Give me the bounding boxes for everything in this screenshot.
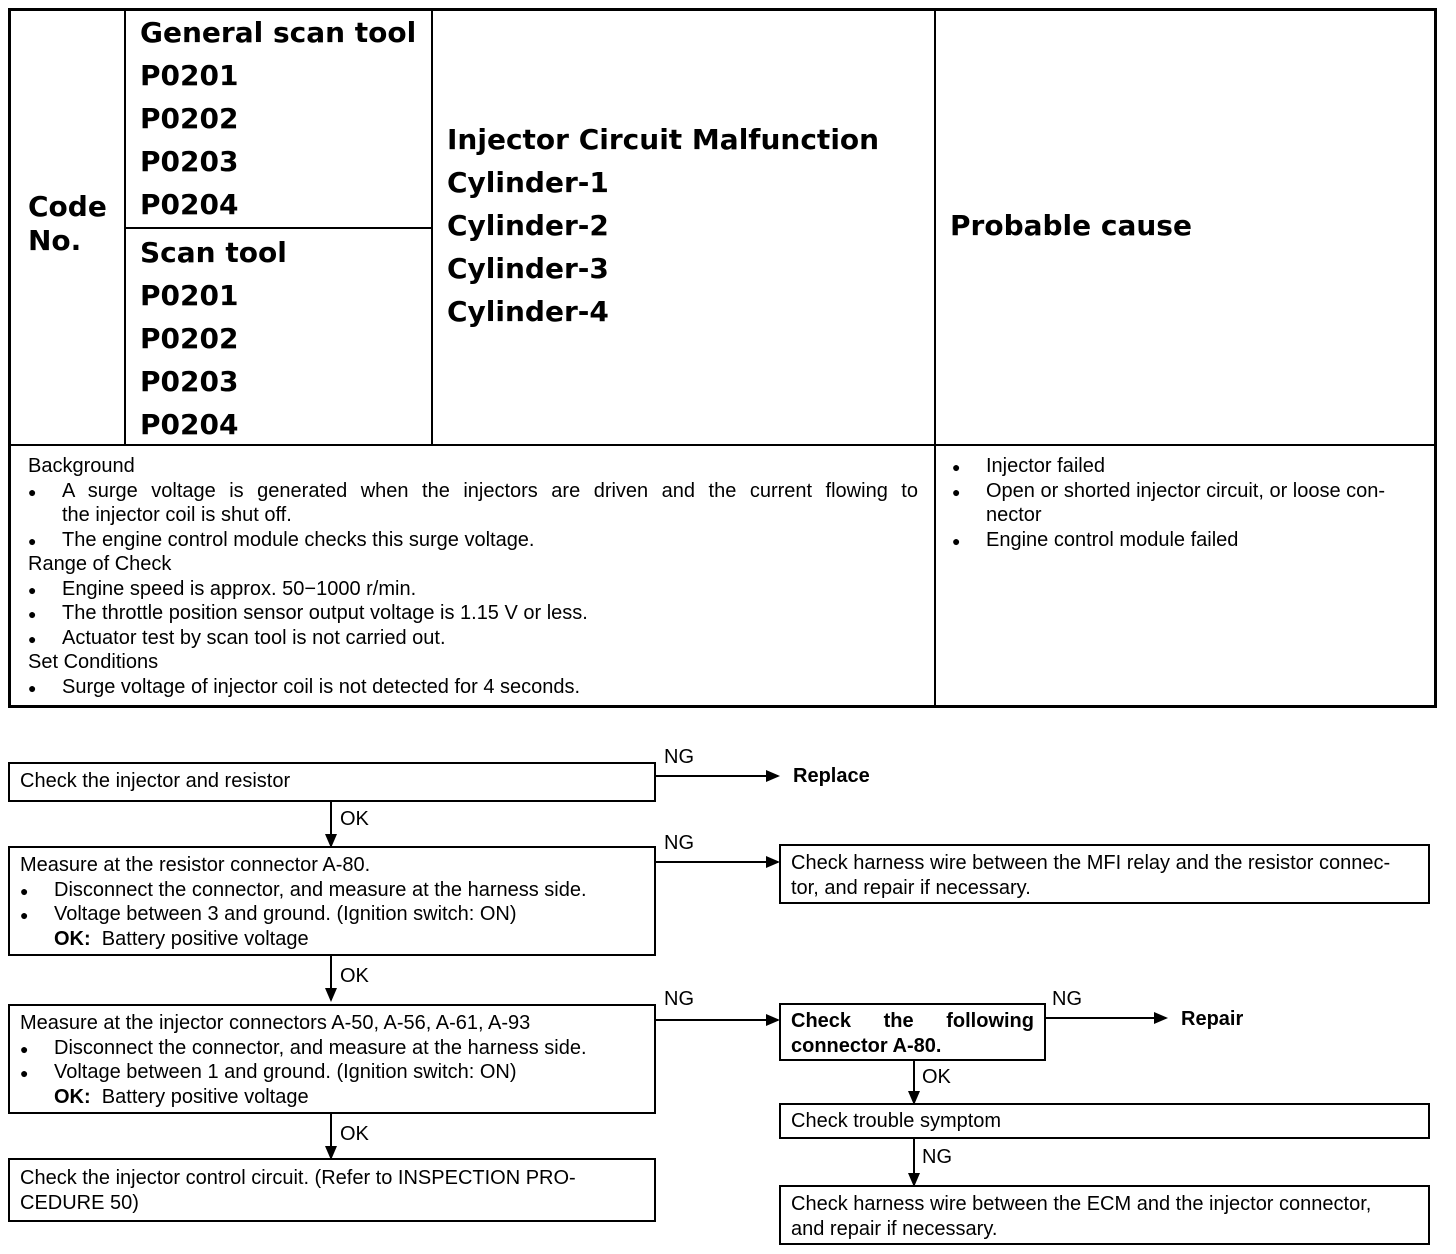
code: P0201 <box>140 59 239 92</box>
details-cell <box>28 454 918 699</box>
cylinder: Cylinder-1 <box>447 166 609 199</box>
list-item: ● Surge voltage of injector coil is not detected for 4 seconds. <box>28 675 918 700</box>
cause-item: ● Open or shorted injector circuit, or loose con- <box>952 479 1422 504</box>
malfunction-cell <box>447 118 879 333</box>
ng-arrow <box>656 1019 778 1021</box>
ng-label: NG <box>664 832 694 854</box>
step-check-ecm-harness: Check harness wire between the ECM and the injector connector, and repair if necessary. <box>779 1185 1430 1245</box>
repair-label: Repair <box>1181 1008 1244 1030</box>
general-scan-tool-title: General scan tool <box>140 16 417 49</box>
list-item: ● The engine control module checks this surge voltage. <box>28 528 918 553</box>
ng-label: NG <box>1052 988 1082 1010</box>
malfunction-title: Injector Circuit Malfunction <box>447 123 880 156</box>
set-conditions-heading: Set Conditions <box>28 651 159 673</box>
code-number-label: Code No. <box>28 190 107 257</box>
ok-arrow <box>330 956 332 1000</box>
step-check-trouble-symptom: Check trouble symptom <box>779 1103 1430 1139</box>
cylinder: Cylinder-3 <box>447 252 609 285</box>
step-check-connector: Check the following connector A-80. <box>779 1003 1046 1061</box>
cause-item: ● Injector failed <box>952 454 1422 479</box>
step-check-mfi-harness: Check harness wire between the MFI relay and the resistor connec- tor, and repair if necessary. <box>779 844 1430 904</box>
ng-arrow-down <box>913 1139 915 1185</box>
cause-item-continued: nector <box>986 504 1042 526</box>
list-item: ● A surge voltage is generated when the injectors are driven and the current flowing to <box>28 479 918 504</box>
scan-tool-title: Scan tool <box>140 236 287 269</box>
scan-tool-cell <box>140 231 287 446</box>
cause-item: ● Engine control module failed <box>952 528 1422 553</box>
code: P0202 <box>140 322 239 355</box>
code: P0204 <box>140 408 239 441</box>
causes-cell <box>952 454 1422 552</box>
range-heading: Range of Check <box>28 553 172 575</box>
ng-label: NG <box>664 988 694 1010</box>
ok-label: OK <box>340 808 369 830</box>
step-check-injector: Check the injector and resistor <box>8 762 656 802</box>
ng-label: NG <box>664 746 694 768</box>
ok-label: OK <box>922 1066 951 1088</box>
ok-label: OK <box>340 1123 369 1145</box>
step-measure-resistor: Measure at the resistor connector A-80. ● Disconnect the connector, and measure at the harness side. ● Voltage between 3 and ground. (Ignition switch: ON) OK: Battery positive voltage <box>8 846 656 956</box>
ok-arrow <box>330 802 332 846</box>
ng-arrow <box>656 861 778 863</box>
ng-label: NG <box>922 1146 952 1168</box>
ng-arrow <box>1046 1017 1166 1019</box>
step-check-injector-control-circuit: Check the injector control circuit. (Refer to INSPECTION PRO- CEDURE 50) <box>8 1158 656 1222</box>
code: P0202 <box>140 102 239 135</box>
list-item: ● Engine speed is approx. 50−1000 r/min. <box>28 577 918 602</box>
list-item: ● Actuator test by scan tool is not carried out. <box>28 626 918 651</box>
cylinder: Cylinder-4 <box>447 295 609 328</box>
ok-arrow <box>913 1061 915 1103</box>
probable-cause-title: Probable cause <box>950 209 1192 242</box>
code: P0203 <box>140 365 239 398</box>
replace-label: Replace <box>793 765 870 787</box>
list-item: ● The throttle position sensor output voltage is 1.15 V or less. <box>28 601 918 626</box>
step-measure-injector-connectors: Measure at the injector connectors A-50, A-56, A-61, A-93 ● Disconnect the connector, and measure at the harness side. ● Voltage between 1 and ground. (Ignition switch: ON) OK: Battery positive voltage <box>8 1004 656 1114</box>
general-scan-tool-cell <box>140 11 416 226</box>
ng-arrow <box>656 775 778 777</box>
code: P0201 <box>140 279 239 312</box>
list-item-continued: the injector coil is shut off. <box>62 504 292 526</box>
code: P0204 <box>140 188 239 221</box>
code: P0203 <box>140 145 239 178</box>
ok-label: OK <box>340 965 369 987</box>
background-heading: Background <box>28 455 135 477</box>
cylinder: Cylinder-2 <box>447 209 609 242</box>
ok-arrow <box>330 1114 332 1158</box>
